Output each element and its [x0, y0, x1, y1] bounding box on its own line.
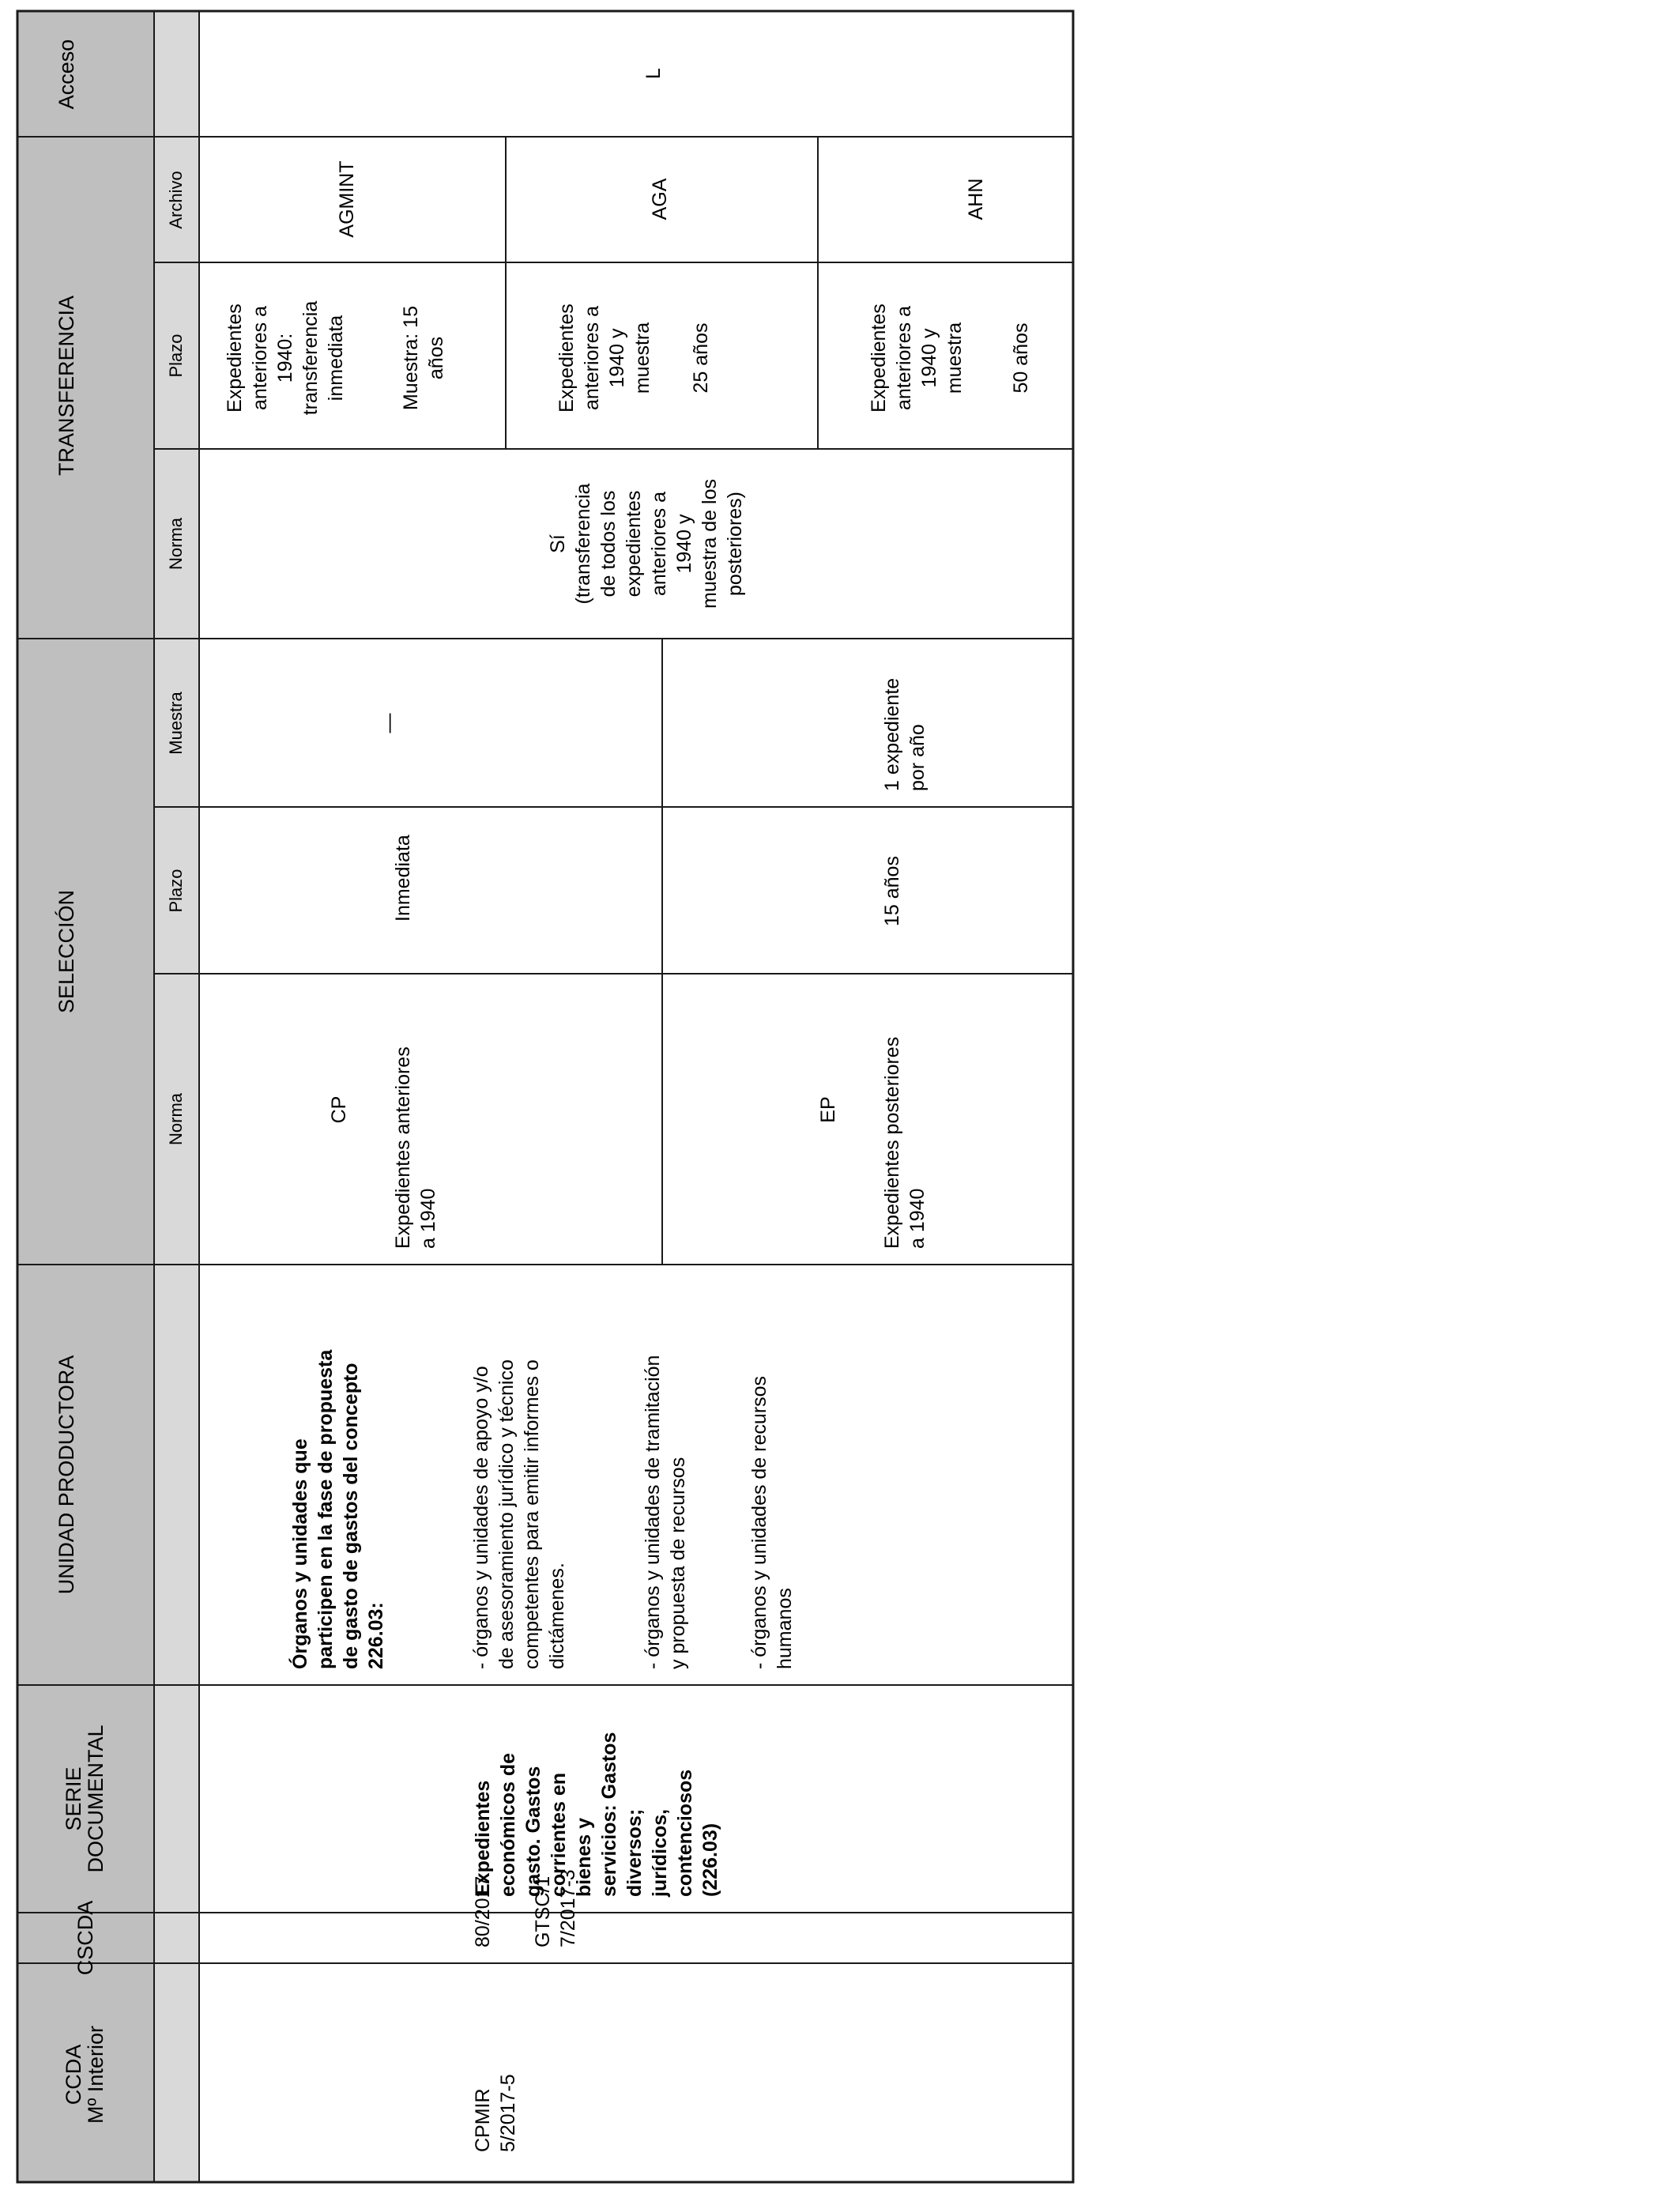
svg-text:anteriores a: anteriores a: [648, 491, 670, 597]
svg-text:expedientes: expedientes: [623, 490, 645, 598]
cell-seleccion-plazo-inmediata: [392, 835, 414, 922]
svg-text:Plazo: Plazo: [166, 869, 186, 913]
svg-text:a 1940: a 1940: [417, 1188, 439, 1249]
svg-text:Expedientes: Expedientes: [868, 303, 890, 413]
svg-text:Norma: Norma: [166, 517, 186, 571]
svg-text:gasto. Gastos: gasto. Gastos: [522, 1766, 544, 1897]
svg-text:1940:: 1940:: [274, 333, 296, 383]
svg-text:de todos los: de todos los: [597, 490, 620, 598]
cell-transferencia-plazo-1: [224, 301, 447, 416]
cell-seleccion-norma-ep: [817, 1037, 929, 1249]
svg-text:SELECCIÓN: SELECCIÓN: [55, 889, 78, 1014]
svg-text:posteriores): posteriores): [724, 492, 746, 596]
svg-text:años: años: [425, 336, 447, 380]
svg-text:Expedientes posteriores: Expedientes posteriores: [881, 1036, 903, 1249]
header-seleccion: [54, 890, 78, 1013]
svg-text:1 expediente: 1 expediente: [881, 677, 903, 791]
svg-text:transferencia: transferencia: [299, 300, 322, 416]
svg-text:AHN: AHN: [965, 178, 987, 221]
cell-acceso: [642, 68, 665, 79]
svg-text:EP: EP: [817, 1096, 839, 1123]
svg-text:Muestra: 15: Muestra: 15: [400, 305, 422, 411]
svg-text:corrientes en: corrientes en: [548, 1772, 570, 1897]
cell-transferencia-plazo-3: [868, 303, 1032, 413]
svg-text:muestra: muestra: [631, 322, 654, 394]
svg-text:15 años: 15 años: [881, 856, 903, 926]
cell-unidad-productora: [288, 1349, 796, 1669]
svg-text:TRANSFERENCIA: TRANSFERENCIA: [55, 295, 78, 477]
cell-seleccion-norma-cp: [328, 1046, 439, 1249]
svg-text:- órganos y unidades de recurs: - órganos y unidades de recursos: [748, 1375, 770, 1669]
svg-text:7/2017-3: 7/2017-3: [557, 1869, 579, 1947]
svg-text:anteriores a: anteriores a: [249, 305, 271, 411]
svg-text:dictámenes.: dictámenes.: [546, 1563, 568, 1669]
svg-text:80/2017: 80/2017: [472, 1875, 494, 1947]
svg-text:Expedientes: Expedientes: [224, 303, 246, 413]
subheader-seleccion-plazo: [166, 869, 186, 912]
header-acceso: [55, 40, 78, 110]
svg-text:Expedientes anteriores: Expedientes anteriores: [392, 1046, 414, 1249]
svg-text:226.03:: 226.03:: [365, 1602, 387, 1669]
svg-text:—: —: [378, 713, 400, 733]
svg-text:- órganos y unidades de apoyo: - órganos y unidades de apoyo y/o: [470, 1366, 492, 1669]
svg-text:Archivo: Archivo: [166, 171, 186, 229]
header-cscda: [73, 1901, 97, 1976]
svg-text:DOCUMENTAL: DOCUMENTAL: [84, 1725, 107, 1873]
svg-text:AGA: AGA: [649, 178, 671, 221]
svg-text:competentes para emitir inform: competentes para emitir informes o: [521, 1359, 543, 1669]
header-unidad-productora: [55, 1355, 78, 1595]
svg-text:- órganos y unidades de tramit: - órganos y unidades de tramitación: [642, 1355, 664, 1669]
svg-text:CCDA: CCDA: [62, 2044, 85, 2105]
svg-text:anteriores a: anteriores a: [581, 305, 603, 411]
cell-archivo-agmint: [336, 160, 358, 237]
svg-text:y propuesta de recursos: y propuesta de recursos: [667, 1457, 689, 1669]
cell-seleccion-plazo-15: [881, 856, 903, 926]
svg-text:L: L: [642, 68, 665, 79]
cell-transferencia-norma: [547, 479, 746, 609]
svg-text:Expedientes: Expedientes: [556, 303, 578, 413]
svg-text:diversos;: diversos;: [623, 1808, 646, 1897]
svg-text:Muestra: Muestra: [166, 692, 186, 755]
svg-text:de asesoramiento jurídico y té: de asesoramiento jurídico y técnico: [495, 1359, 518, 1669]
header-transferencia: [55, 296, 78, 476]
svg-text:Plazo: Plazo: [166, 334, 186, 378]
svg-text:contenciosos: contenciosos: [674, 1769, 696, 1897]
svg-text:anteriores a: anteriores a: [893, 305, 915, 411]
cell-archivo-ahn: [965, 179, 987, 221]
svg-text:1940 y: 1940 y: [673, 514, 695, 574]
svg-text:participen en la fase de propu: participen en la fase de propuesta: [315, 1349, 337, 1669]
cell-seleccion-muestra-dash: [378, 714, 400, 733]
svg-text:Acceso: Acceso: [55, 39, 78, 110]
cell-seleccion-muestra-expediente: [881, 678, 929, 791]
svg-text:económicos de: económicos de: [497, 1753, 519, 1897]
svg-text:UNIDAD PRODUCTORA: UNIDAD PRODUCTORA: [55, 1355, 78, 1595]
svg-text:por año: por año: [906, 724, 929, 791]
svg-text:CP: CP: [328, 1095, 350, 1124]
svg-text:1940 y: 1940 y: [918, 328, 940, 388]
svg-text:humanos: humanos: [774, 1588, 796, 1669]
svg-text:jurídicos,: jurídicos,: [649, 1808, 671, 1897]
svg-text:Órganos y unidades que: Órganos y unidades que: [289, 1438, 311, 1669]
svg-text:servicios: Gastos: servicios: Gastos: [598, 1732, 620, 1897]
subheader-transferencia-archivo: [166, 171, 186, 228]
svg-text:Inmediata: Inmediata: [392, 835, 414, 922]
svg-text:CSCDA: CSCDA: [73, 1900, 97, 1976]
svg-text:AGMINT: AGMINT: [336, 160, 358, 238]
svg-text:Mº Interior: Mº Interior: [84, 2026, 107, 2124]
svg-text:Expedientes: Expedientes: [472, 1780, 494, 1897]
svg-text:inmediata: inmediata: [325, 315, 347, 401]
cell-ccda: [472, 2074, 519, 2152]
svg-text:de gasto de gastos del concept: de gasto de gastos del concepto: [340, 1363, 362, 1669]
cell-serie-documental: [472, 1732, 721, 1898]
svg-text:25 años: 25 años: [690, 322, 712, 394]
svg-text:muestra de los: muestra de los: [699, 479, 721, 609]
svg-text:Norma: Norma: [166, 1092, 186, 1146]
svg-text:50 años: 50 años: [1010, 322, 1032, 394]
svg-text:5/2017-5: 5/2017-5: [497, 2074, 519, 2152]
subheader-transferencia-norma: [166, 517, 186, 570]
subheader-seleccion-norma: [166, 1092, 186, 1145]
svg-text:1940 y: 1940 y: [606, 328, 628, 388]
svg-text:(transferencia: (transferencia: [572, 483, 594, 605]
subheader-transferencia-plazo: [166, 334, 186, 377]
svg-text:SERIE: SERIE: [62, 1766, 85, 1831]
svg-text:a 1940: a 1940: [906, 1188, 929, 1249]
svg-text:(226.03): (226.03): [699, 1823, 721, 1897]
subheader-seleccion-muestra: [166, 692, 186, 755]
svg-text:muestra: muestra: [944, 322, 966, 394]
cell-archivo-aga: [649, 178, 671, 220]
cell-transferencia-plazo-2: [556, 303, 712, 413]
svg-text:GTSC/1: GTSC/1: [532, 1875, 554, 1947]
svg-text:bienes y: bienes y: [573, 1817, 595, 1897]
svg-text:Sí: Sí: [547, 534, 569, 553]
svg-text:CPMIR: CPMIR: [472, 2088, 494, 2152]
